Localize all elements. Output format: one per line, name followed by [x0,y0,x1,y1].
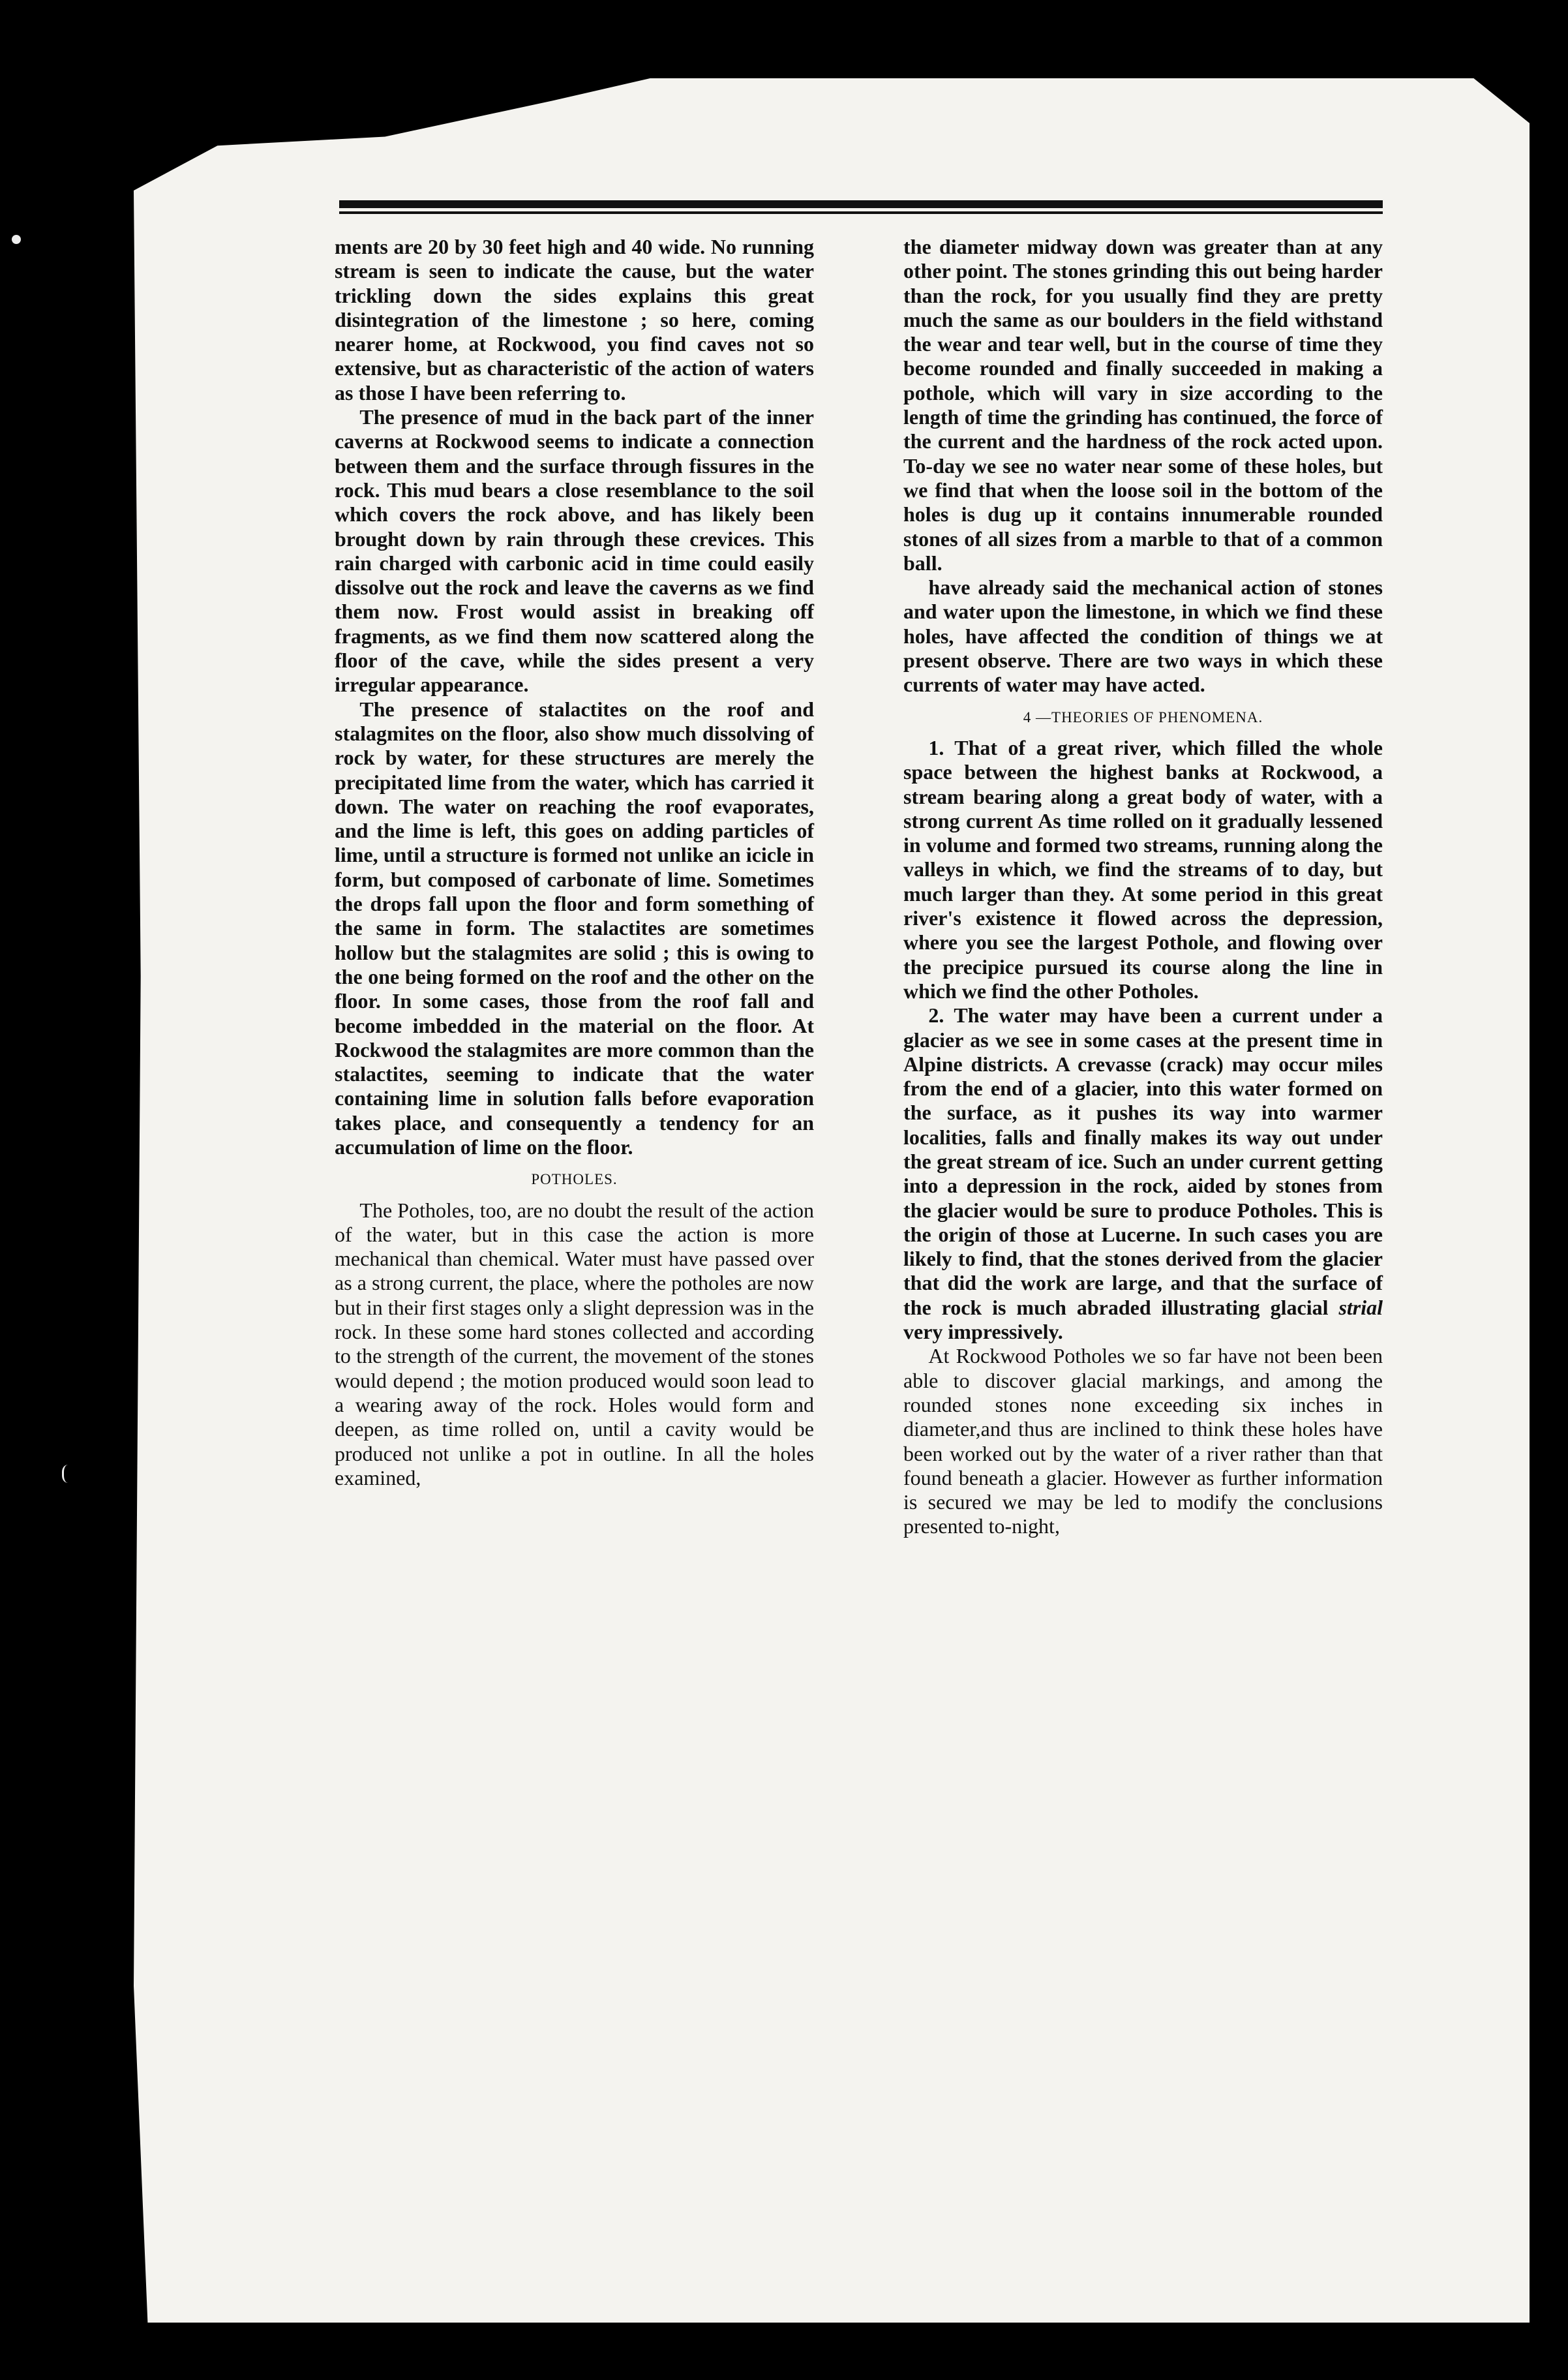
right-paragraph-4 [903,1003,1383,1344]
left-column [335,235,814,1490]
header-rule-thick [339,200,1383,208]
scan-speck [62,1465,77,1483]
right-paragraph-1: the diameter midway down was greater than at any other point. The stones grinding this out being harder than the rock, for you usually find they are pretty much the same as our boulders in the field withstand the wear and tear well, but in the course of time they become rounded and finally succeeded in making a pothole, which will vary in size according to the length of time the grinding has continued, the force of the current and the hardness of the rock acted upon. To-day we see no water near some of these holes, but we find that when the loose soil in the bottom of the holes is dug up it contains innumerable rounded stones of all sizes from a marble to that of a common ball. [903,235,1383,575]
right-paragraph-4-text: 2. The water may have been a current under a glacier as we see in some cases at the present time in Alpine districts. A crevasse (crack) may occur miles from the end of a glacier, into this water formed on the surface, as it pushes its way into warmer localities, falls and finally makes its way out under the great stream of ice. Such an under current getting into a depression in the rock, aided by stones from the glacier would be sure to produce Potholes. This is the origin of those at Lucerne. In such cases you are likely to find, that the stones derived from the glacier that did the work are large, and that the surface of the rock is much abraded illustrating glacial [903,1003,1383,1319]
scan-speck [12,235,21,244]
right-paragraph-3: 1. That of a great river, which filled the whole space between the highest banks at Rockwood, a stream bearing along a great body of water, with a strong current As time rolled on it gradually lessened in volume and formed two streams, running along the valleys in which, we find the streams of to day, but much larger than they. At some period in this great river's existence it flowed across the depression, where you see the largest Pothole, and flowing over the precipice pursued its course along the line in which we find the other Potholes. [903,735,1383,1003]
header-rule-thin [339,211,1383,214]
right-paragraph-4-end: very impressively. [903,1320,1063,1344]
left-paragraph-1: ments are 20 by 30 feet high and 40 wide. No running stream is seen to indicate the cause, but the water trickling down the sides explains this great disintegration of the limestone ; so here, coming nearer home, at Rockwood, you find caves not so extensive, but as characteristic of the action of waters as those I have been referring to. [335,235,814,404]
right-paragraph-5: At Rockwood Potholes we so far have not been been able to discover glacial markings, and among the rounded stones none exceeding six inches in diameter,and thus are inclined to think these holes have been worked out by the water of a river rather than that found beneath a glacier. However as further information is secured we may be led to modify the conclusions presented to-night, [903,1344,1383,1538]
strial-italic: strial [1338,1295,1383,1319]
right-column [903,235,1383,1539]
left-paragraph-2: The presence of mud in the back part of the inner caverns at Rockwood seems to indicate a connection between them and the surface through fissures in the rock. This mud bears a close resemblance to the soil which covers the rock above, and has likely been brought down by rain through these crevices. This rain charged with carbonic acid in time could easily dissolve out the rock and leave the caverns as we find them now. Frost would assist in breaking off fragments, as we find them now scattered along the floor of the cave, while the sides present a very irregular appearance. [335,405,814,697]
section-heading-potholes: POTHOLES. [531,1171,618,1188]
left-paragraph-3: The presence of stalactites on the roof and stalagmites on the floor, also show much dissolving of rock by water, for these structures are merely the precipitated lime from the water, which has carried it down. The water on reaching the roof evaporates, and the lime is left, this goes on adding particles of lime, until a structure is formed not unlike an icicle in form, but composed of carbonate of lime. Sometimes the drops fall upon the floor and form something of the same in form. The stalactites are sometimes hollow but the stalagmites are solid ; this is owing to the one being formed on the roof and the other on the floor. In some cases, those from the roof fall and become imbedded in the material on the floor. At Rockwood the stalagmites are more common than the stalactites, seeming to indicate that the water containing lime in solution falls before evaporation takes place, and consequently a tendency for an accumulation of lime on the floor. [335,697,814,1159]
right-paragraph-2: have already said the mechanical action of stones and water upon the limestone, in which we find these holes, have affected the condition of things we at present observe. There are two ways in which these currents of water may have acted. [903,575,1383,697]
left-paragraph-4: The Potholes, too, are no doubt the result of the action of the water, but in this case the action is more mechanical than chemical. Water must have passed over as a strong current, the place, where the potholes are now but in their first stages only a slight depression was in the rock. In these some hard stones collected and according to the strength of the current, the movement of the stones would depend ; the motion produced would soon lead to a wearing away of the rock. Holes would form and deepen, as time rolled on, until a cavity would be produced not unlike a pot in outline. In all the holes examined, [335,1198,814,1489]
section-heading-theories: 4 —THEORIES OF PHENOMENA. [1023,709,1263,725]
